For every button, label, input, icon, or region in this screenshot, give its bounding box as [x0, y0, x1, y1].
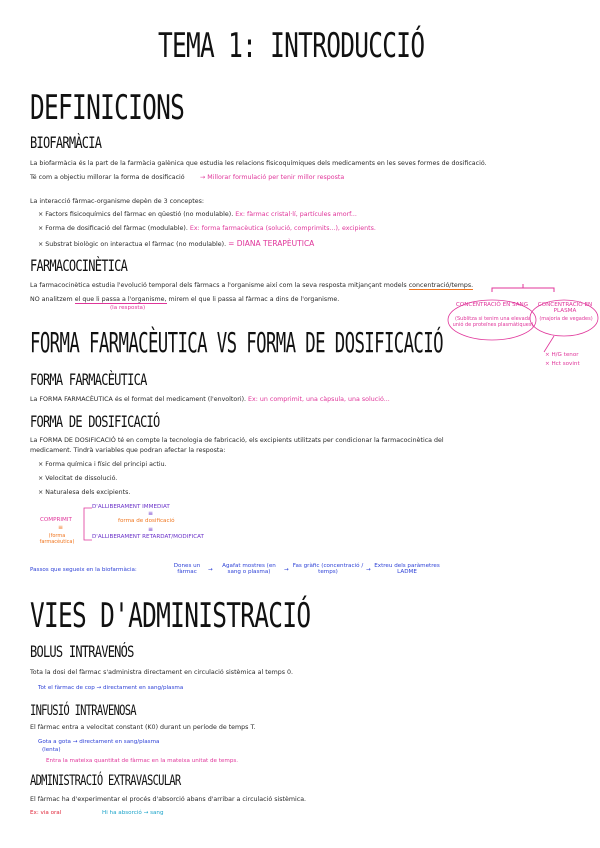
bolus-note-b: directament en sang/plasma: [103, 685, 184, 691]
bolus-note-a: Tot el fàrmac de cop: [38, 685, 95, 691]
infusio-definition: El fàrmac entra a velocitat constant (K0) durant un període de temps T.: [30, 724, 256, 731]
passos-lead: Passos que segueix en la biofarmàcia:: [30, 567, 137, 573]
forma-dosificacio-line2: medicament. Tindrà variables que podran afectar la resposta:: [30, 447, 226, 454]
comprimit-label: COMPRIMIT: [40, 517, 72, 523]
list-item: × Factors fisicoquímics del fàrmac en qüestió (no modulable). Ex: fàrmac cristal·lí, partícules amorf...: [38, 211, 357, 218]
bolus-definition: Tota la dosi del fàrmac s'administra directament en circulació sistèmica al temps 0.: [30, 669, 293, 676]
concentration-blood-sub: (Sublitza si tenim una elevada unió de proteïnes plasmàtiques): [452, 316, 534, 328]
equals-mark: ≡: [148, 510, 154, 517]
subheading-forma-dosificacio: FORMA DE DOSIFICACIÓ: [30, 412, 160, 431]
infusio-note-a: Gota a gota: [38, 739, 71, 745]
infusio-note-c: directament en sang/plasma: [79, 739, 160, 745]
biofarmacia-definition: La biofarmàcia és la part de la farmàcia galènica que estudia les relacions fisicoquímiques dels medicaments en les seves formes de dosificació.: [30, 160, 487, 167]
section-heading-vies: VIES D'ADMINISTRACIÓ: [30, 596, 311, 636]
arrow-icon: →: [366, 567, 371, 573]
scope-drug: mirem el que li passa al fàrmac a dins de l'organisme.: [168, 296, 340, 303]
ff-example: Ex: un comprimit, una càpsula, una solució...: [248, 396, 390, 403]
ff-definition-text: La FORMA FARMACÈUTICA és el format del medicament (l'envoltori).: [30, 396, 247, 403]
passos-step-3: Fas gràfic (concentració / temps): [292, 563, 364, 575]
list-item: × Velocitat de dissolució.: [38, 475, 118, 482]
objective-note-text: Millorar formulació per tenir millor resposta: [207, 174, 345, 181]
concentration-blood-label: CONCENTRACIÓ EN SANG: [455, 302, 529, 308]
forma-dosificacio-line1: La FORMA DE DOSIFICACIÓ té en compte la tecnologia de fabricació, els excipients utilitzats per condicionar la farmacocinètica del: [30, 437, 444, 444]
comprimit-bracket: [84, 508, 92, 540]
list-item-text: Factors fisicoquímics del fàrmac en qüestió (no modulable).: [45, 211, 234, 218]
list-item: × Forma de dosificació del fàrmac (modulable). Ex: forma farmacèutica (solució, comprimits...), excipients.: [38, 225, 376, 232]
extravascular-definition: El fàrmac ha d'experimentar el procés d'absorció abans d'arribar a circulació sistèmica.: [30, 796, 307, 803]
subheading-forma-farmaceutica: FORMA FARMACÈUTICA: [30, 370, 147, 389]
subheading-infusio-display: INFUSIÓ INTRAVENOSA: [30, 703, 136, 719]
farmacocinetica-model: concentració/temps.: [408, 282, 474, 289]
farmacocinetica-line: La farmacocinètica estudia l'evolució temporal dels fàrmacs a l'organisme així com la seva resposta mitjançant models: [30, 282, 407, 289]
extravascular-note-b: Hi ha absorció: [102, 810, 142, 816]
list-item-example: Ex: forma farmacèutica (solució, comprimits...), excipients.: [189, 225, 376, 232]
list-item-text: Velocitat de dissolució.: [45, 475, 118, 482]
list-item-text: Forma de dosificació del fàrmac (modulable).: [45, 225, 188, 232]
scope-organism: el que li passa a l'organisme,: [74, 296, 167, 303]
equals-mark: ≡: [148, 526, 154, 533]
extravascular-example: Ex: via oral: [30, 810, 62, 816]
passos-step-2: Agafat mostres (en sang o plasma): [222, 563, 276, 575]
diagram-note-1: × H/G tenor: [545, 352, 579, 358]
list-item: × Naturalesa dels excipients.: [38, 489, 131, 496]
arrow-icon: →: [284, 567, 289, 573]
farmacocinetica-definition: [30, 282, 473, 289]
arrow-icon: →: [208, 567, 213, 573]
concentration-plasma-label: CONCENTRACIÓ EN PLASMA: [537, 302, 593, 314]
forma-farmaceutica-label: (forma farmacèutica): [39, 533, 75, 545]
section-heading-forma: FORMA FARMACÈUTICA VS FORMA DE DOSIFICACIÓ: [30, 326, 443, 359]
list-item-text: Substrat biològic on interactua el fàrmac (no modulable).: [45, 241, 227, 248]
farmacocinetica-scope: [30, 296, 339, 303]
diagram-note-2: × Hct sovint: [545, 361, 580, 367]
subheading-extravascular: ADMINISTRACIÓ EXTRAVASCULAR: [30, 773, 181, 789]
passos-step-4: Extreu dels paràmetres LADME: [374, 563, 440, 575]
forma-dosificacio-label: forma de dosificació: [118, 518, 175, 524]
biofarmacia-objective-note: → Millorar formulació per tenir millor resposta: [200, 174, 345, 181]
concentration-plasma-sub: (majoria de vegades): [539, 316, 593, 322]
list-item-text: Forma química i físic del principi actiu.: [45, 461, 167, 468]
bracket-line: [492, 288, 554, 292]
list-item: × Substrat biològic on interactua el fàrmac (no modulable). = DIANA TERAPÈUTICA: [38, 239, 315, 248]
extravascular-note: Hi ha absorció → sang: [102, 810, 164, 816]
bolus-note: Tot el fàrmac de cop → directament en sang/plasma: [38, 685, 184, 691]
section-heading-definicions: DEFINICIONS: [30, 88, 185, 128]
list-item-example: = DIANA TERAPÈUTICA: [228, 239, 315, 248]
biofarmacia-objective: Té com a objectiu millorar la forma de dosificació: [30, 174, 185, 181]
infusio-note-d: Entra la mateixa quantitat de fàrmac en la mateixa unitat de temps.: [46, 758, 239, 764]
alliberament-retardat: D'ALLIBERAMENT RETARDAT/MODIFICAT: [92, 534, 204, 540]
list-item-text: Naturalesa dels excipients.: [45, 489, 131, 496]
alliberament-immediat: D'ALLIBERAMENT IMMEDIAT: [92, 504, 170, 510]
subheading-bolus: BOLUS INTRAVENÓS: [30, 642, 134, 661]
infusio-note-b: (lenta): [42, 747, 61, 753]
infusio-note: Gota a gota → directament en sang/plasma: [38, 739, 160, 745]
extravascular-note-c: sang: [150, 810, 164, 816]
passos-step-1: Dones un fàrmac: [173, 563, 201, 575]
equals-mark: ≡: [58, 524, 64, 531]
scope-note: (la resposta): [110, 305, 146, 311]
interaction-intro: La interacció fàrmac-organisme depèn de 3 conceptes:: [30, 198, 205, 205]
subheading-biofarmacia: BIOFARMÀCIA: [30, 133, 102, 152]
scope-not: NO analitzem: [30, 296, 73, 303]
down-arrow: [544, 336, 554, 352]
page-title: TEMA 1: INTRODUCCIÓ: [158, 26, 425, 66]
list-item-example: Ex: fàrmac cristal·lí, partícules amorf...: [235, 211, 357, 218]
subheading-farmacocinetica: FARMACOCINÈTICA: [30, 256, 128, 275]
forma-farmaceutica-definition: [30, 396, 390, 403]
list-item: × Forma química i físic del principi actiu.: [38, 461, 167, 468]
